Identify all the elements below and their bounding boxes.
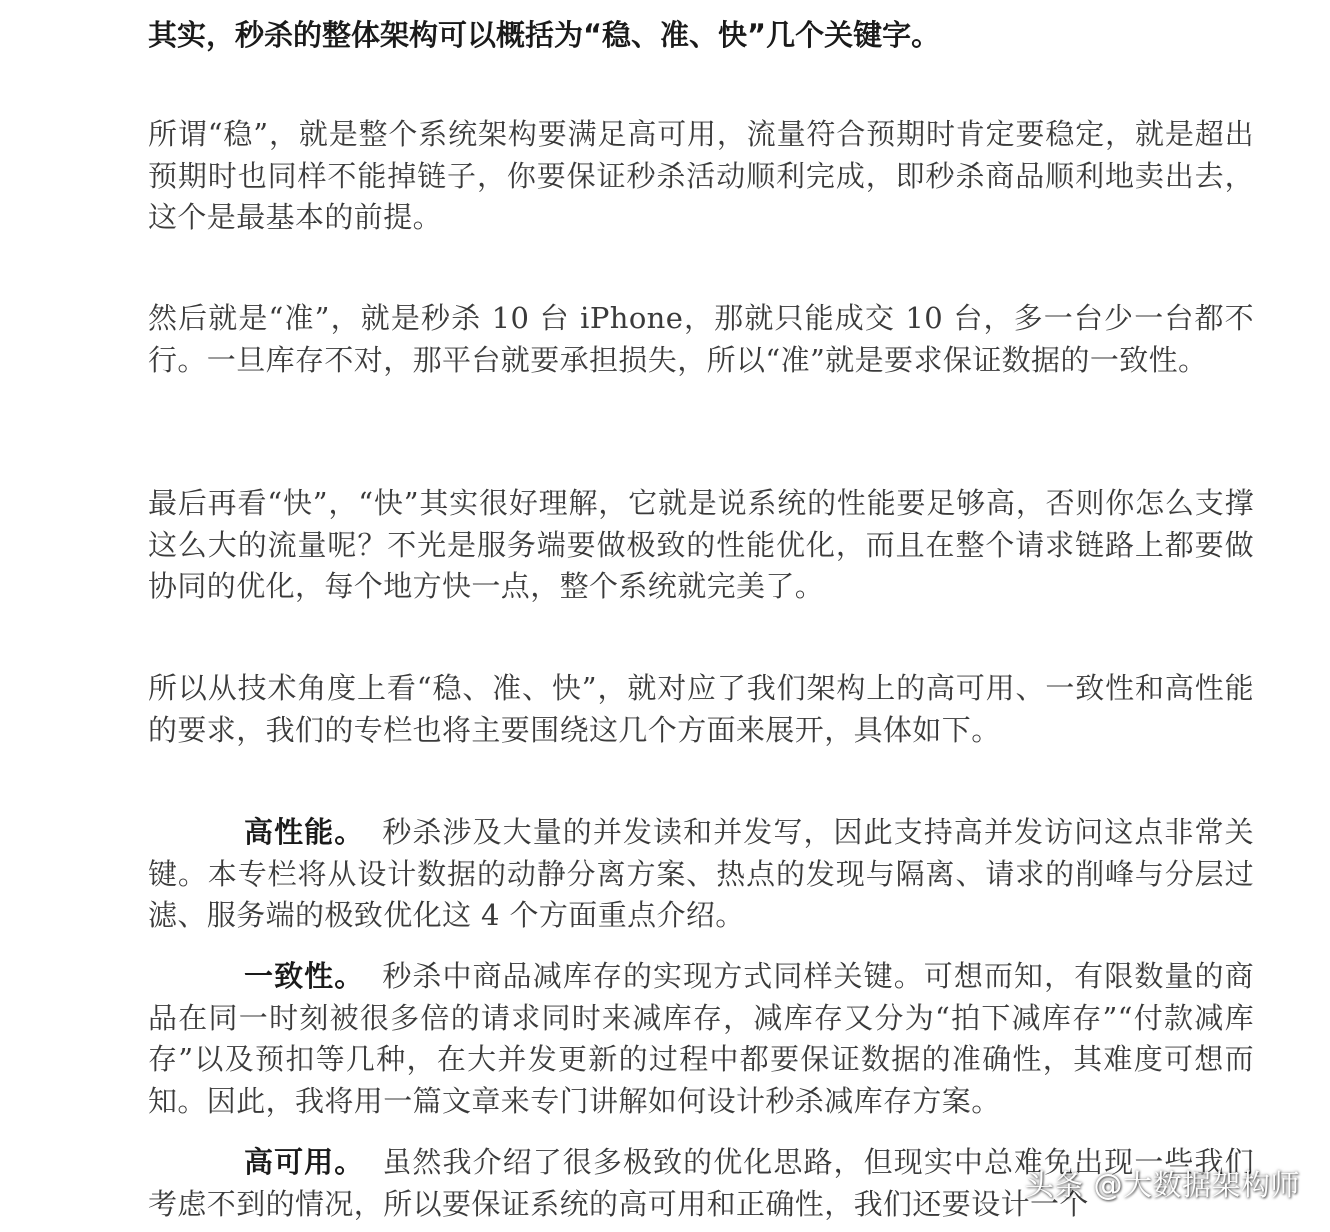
section-high-performance	[148, 812, 1254, 937]
section-lead-high-performance: 高性能。	[244, 815, 365, 849]
paragraph-accurate: 然后就是“准”，就是秒杀 10 台 iPhone，那就只能成交 10 台，多一台少一台都不行。一旦库存不对，那平台就要承担损失，所以“准”就是要求保证数据的一致性。	[148, 301, 1254, 377]
paragraph-stable: 所谓“稳”，就是整个系统架构要满足高可用，流量符合预期时肯定要稳定，就是超出预期时也同样不能掉链子，你要保证秒杀活动顺利完成，即秒杀商品顺利地卖出去，这个是最基本的前提。	[148, 117, 1254, 234]
section-text-consistency: 秒杀中商品减库存的实现方式同样关键。可想而知，有限数量的商品在同一时刻被很多倍的请求同时来减库存，减库存又分为“拍下减库存”“付款减库存”以及预扣等几种，在大并发更新的过程中都要保证数据的准确性，其难度可想而知。因此，我将用一篇文章来专门讲解如何设计秒杀减库存方案。	[148, 959, 1254, 1118]
section-lead-consistency: 一致性。	[244, 959, 365, 993]
paragraph-summary: 所以从技术角度上看“稳、准、快”，就对应了我们架构上的高可用、一致性和高性能的要求，我们的专栏也将主要围绕这几个方面来展开，具体如下。	[148, 671, 1254, 747]
section-text-high-performance: 秒杀涉及大量的并发读和并发写，因此支持高并发访问这点非常关键。本专栏将从设计数据的动静分离方案、热点的发现与隔离、请求的削峰与分层过滤、服务端的极致优化这 4 个方面重点介绍。	[148, 815, 1254, 932]
document-heading: 其实，秒杀的整体架构可以概括为“稳、准、快”几个关键字。	[148, 18, 941, 52]
section-lead-high-availability: 高可用。	[244, 1145, 365, 1179]
paragraph-fast: 最后再看“快”，“快”其实很好理解，它就是说系统的性能要足够高，否则你怎么支撑这么大的流量呢？不光是服务端要做极致的性能优化，而且在整个请求链路上都要做协同的优化，每个地方快一点，整个系统就完美了。	[148, 486, 1254, 603]
section-text-high-availability: 虽然我介绍了很多极致的优化思路，但现实中总难免出现一些我们考虑不到的情况，所以要保证系统的高可用和正确性，我们还要设计一个	[148, 1145, 1254, 1221]
watermark: 头条 @大数据架构师	[1024, 1168, 1300, 1202]
section-consistency	[148, 956, 1254, 1122]
